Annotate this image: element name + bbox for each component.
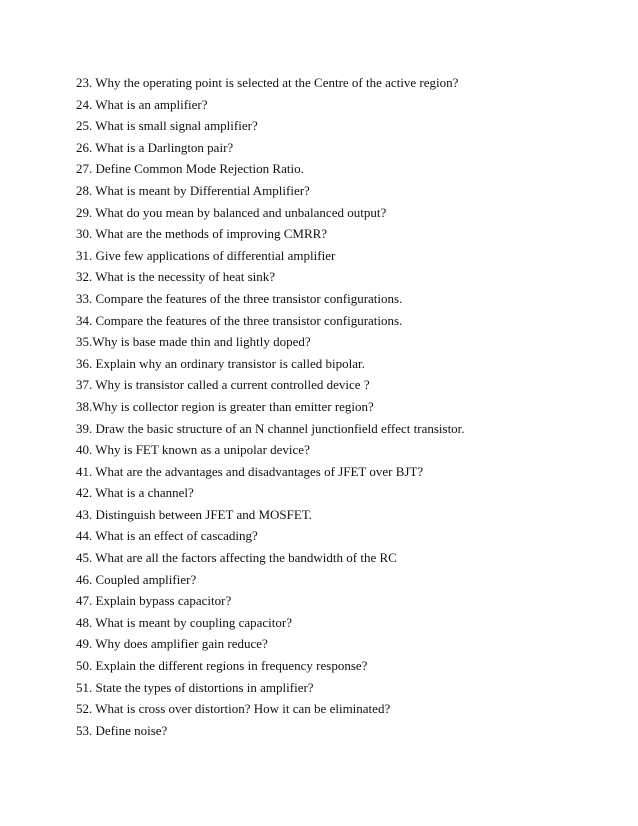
question-list	[76, 72, 465, 741]
question-item: 39. Draw the basic structure of an N channel junctionfield effect transistor.	[76, 420, 465, 436]
question-item: 46. Coupled amplifier?	[76, 571, 197, 587]
question-item: 38.Why is collector region is greater than emitter region?	[76, 398, 374, 414]
question-item: 47. Explain bypass capacitor?	[76, 593, 232, 609]
question-item: 51. State the types of distortions in amplifier?	[76, 679, 314, 695]
question-item: 24. What is an amplifier?	[76, 96, 208, 112]
question-item: 44. What is an effect of cascading?	[76, 528, 258, 544]
question-item: 49. Why does amplifier gain reduce?	[76, 636, 268, 652]
question-item: 31. Give few applications of differential amplifier	[76, 247, 336, 263]
question-item: 42. What is a channel?	[76, 485, 194, 501]
question-item: 36. Explain why an ordinary transistor is called bipolar.	[76, 355, 365, 371]
question-item: 53. Define noise?	[76, 722, 168, 738]
question-item: 45. What are all the factors affecting the bandwidth of the RC	[76, 550, 397, 566]
question-item: 30. What are the methods of improving CMRR?	[76, 226, 328, 242]
question-item: 33. Compare the features of the three transistor configurations.	[76, 290, 403, 306]
question-item: 52. What is cross over distortion? How it can be eliminated?	[76, 701, 391, 717]
question-item: 23. Why the operating point is selected at the Centre of the active region?	[76, 75, 459, 90]
question-item: 41. What are the advantages and disadvantages of JFET over BJT?	[76, 463, 424, 479]
question-item: 26. What is a Darlington pair?	[76, 139, 234, 155]
question-item: 35.Why is base made thin and lightly doped?	[76, 334, 311, 350]
question-item: 40. Why is FET known as a unipolar device?	[76, 442, 310, 458]
question-item: 32. What is the necessity of heat sink?	[76, 269, 276, 285]
question-item: 29. What do you mean by balanced and unbalanced output?	[76, 204, 387, 220]
question-item: 50. Explain the different regions in frequency response?	[76, 658, 368, 674]
question-item: 28. What is meant by Differential Amplifier?	[76, 182, 310, 198]
question-item: 34. Compare the features of the three transistor configurations.	[76, 312, 403, 328]
question-item: 43. Distinguish between JFET and MOSFET.	[76, 506, 313, 522]
question-item: 37. Why is transistor called a current controlled device ?	[76, 377, 370, 393]
question-item: 27. Define Common Mode Rejection Ratio.	[76, 161, 304, 177]
question-item: 25. What is small signal amplifier?	[76, 118, 258, 134]
question-item: 48. What is meant by coupling capacitor?	[76, 614, 292, 630]
